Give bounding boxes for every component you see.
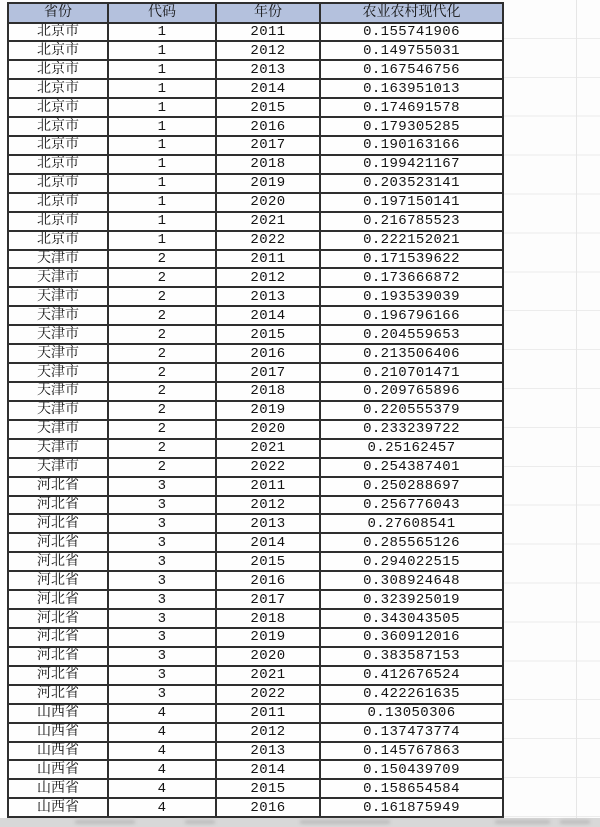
year-cell[interactable]: 2015	[216, 98, 320, 117]
year-cell[interactable]: 2020	[216, 420, 320, 439]
table-row	[8, 401, 503, 420]
table-row	[8, 590, 503, 609]
table-row	[8, 742, 503, 761]
value-cell[interactable]: 0.193539039	[320, 287, 503, 306]
table-row	[8, 666, 503, 685]
year-cell[interactable]: 2014	[216, 533, 320, 552]
value-cell[interactable]: 0.137473774	[320, 723, 503, 742]
year-cell[interactable]: 2017	[216, 590, 320, 609]
code-cell[interactable]: 3	[108, 666, 216, 685]
table-row	[8, 155, 503, 174]
table-row	[8, 23, 503, 42]
table-row	[8, 571, 503, 590]
year-cell[interactable]: 2019	[216, 401, 320, 420]
table-row	[8, 439, 503, 458]
table-row	[8, 552, 503, 571]
bottom-blur-strip	[0, 818, 600, 827]
value-cell[interactable]: 0.213506406	[320, 344, 503, 363]
year-cell[interactable]: 2012	[216, 496, 320, 515]
value-cell[interactable]: 0.161875949	[320, 798, 503, 817]
table-row	[8, 79, 503, 98]
province-cell[interactable]: 北京市	[8, 98, 108, 117]
table-row	[8, 798, 503, 817]
province-cell[interactable]: 天津市	[8, 439, 108, 458]
value-cell[interactable]: 0.163951013	[320, 79, 503, 98]
code-cell[interactable]: 1	[108, 117, 216, 136]
province-cell[interactable]: 河北省	[8, 571, 108, 590]
value-cell[interactable]: 0.233239722	[320, 420, 503, 439]
value-cell[interactable]: 0.360912016	[320, 628, 503, 647]
year-cell[interactable]: 2013	[216, 287, 320, 306]
year-cell[interactable]: 2021	[216, 439, 320, 458]
table-row	[8, 609, 503, 628]
header-year[interactable]: 年份	[216, 3, 320, 23]
code-cell[interactable]: 2	[108, 439, 216, 458]
table-row	[8, 268, 503, 287]
code-cell[interactable]: 1	[108, 98, 216, 117]
table-row	[8, 760, 503, 779]
province-cell[interactable]: 河北省	[8, 496, 108, 515]
code-cell[interactable]: 1	[108, 174, 216, 193]
province-cell[interactable]: 山西省	[8, 723, 108, 742]
value-cell[interactable]: 0.203523141	[320, 174, 503, 193]
table-row	[8, 628, 503, 647]
table-row	[8, 41, 503, 60]
value-cell[interactable]: 0.308924648	[320, 571, 503, 590]
code-cell[interactable]: 2	[108, 382, 216, 401]
year-cell[interactable]: 2015	[216, 552, 320, 571]
province-cell[interactable]: 天津市	[8, 268, 108, 287]
province-cell[interactable]: 河北省	[8, 647, 108, 666]
table-row	[8, 117, 503, 136]
year-cell[interactable]: 2017	[216, 363, 320, 382]
province-cell[interactable]: 河北省	[8, 685, 108, 704]
year-cell[interactable]: 2016	[216, 117, 320, 136]
table-row	[8, 363, 503, 382]
value-cell[interactable]: 0.197150141	[320, 193, 503, 212]
year-cell[interactable]: 2011	[216, 704, 320, 723]
value-cell[interactable]: 0.422261635	[320, 685, 503, 704]
code-cell[interactable]: 1	[108, 155, 216, 174]
table-row	[8, 325, 503, 344]
code-cell[interactable]: 3	[108, 590, 216, 609]
code-cell[interactable]: 1	[108, 79, 216, 98]
value-cell[interactable]: 0.173666872	[320, 268, 503, 287]
code-cell[interactable]: 2	[108, 306, 216, 325]
code-cell[interactable]: 2	[108, 250, 216, 269]
code-cell[interactable]: 4	[108, 742, 216, 761]
value-cell[interactable]: 0.222152021	[320, 231, 503, 250]
code-cell[interactable]: 1	[108, 231, 216, 250]
code-cell[interactable]: 3	[108, 647, 216, 666]
table-row	[8, 723, 503, 742]
province-cell[interactable]: 天津市	[8, 363, 108, 382]
province-cell[interactable]: 北京市	[8, 212, 108, 231]
table-row	[8, 231, 503, 250]
year-cell[interactable]: 2017	[216, 136, 320, 155]
table-row	[8, 704, 503, 723]
code-cell[interactable]: 3	[108, 533, 216, 552]
year-cell[interactable]: 2018	[216, 382, 320, 401]
year-cell[interactable]: 2015	[216, 325, 320, 344]
year-cell[interactable]: 2021	[216, 666, 320, 685]
value-cell[interactable]: 0.25162457	[320, 439, 503, 458]
spreadsheet-gridlines	[502, 0, 600, 818]
code-cell[interactable]: 4	[108, 798, 216, 817]
table-row	[8, 458, 503, 477]
province-cell[interactable]: 天津市	[8, 250, 108, 269]
table-row	[8, 98, 503, 117]
code-cell[interactable]: 2	[108, 325, 216, 344]
province-cell[interactable]: 河北省	[8, 628, 108, 647]
value-cell[interactable]: 0.167546756	[320, 60, 503, 79]
code-cell[interactable]: 4	[108, 704, 216, 723]
code-cell[interactable]: 2	[108, 401, 216, 420]
year-cell[interactable]: 2015	[216, 779, 320, 798]
code-cell[interactable]: 3	[108, 477, 216, 496]
code-cell[interactable]: 1	[108, 23, 216, 42]
table-row	[8, 136, 503, 155]
code-cell[interactable]: 3	[108, 628, 216, 647]
province-cell[interactable]: 北京市	[8, 117, 108, 136]
value-cell[interactable]: 0.412676524	[320, 666, 503, 685]
province-cell[interactable]: 天津市	[8, 344, 108, 363]
province-cell[interactable]: 山西省	[8, 779, 108, 798]
year-cell[interactable]: 2012	[216, 723, 320, 742]
table-row	[8, 514, 503, 533]
code-cell[interactable]: 3	[108, 609, 216, 628]
year-cell[interactable]: 2014	[216, 306, 320, 325]
value-cell[interactable]: 0.174691578	[320, 98, 503, 117]
value-cell[interactable]: 0.179305285	[320, 117, 503, 136]
spreadsheet-grid-vline	[576, 0, 577, 818]
value-cell[interactable]: 0.13050306	[320, 704, 503, 723]
year-cell[interactable]: 2022	[216, 458, 320, 477]
code-cell[interactable]: 2	[108, 363, 216, 382]
table-row	[8, 685, 503, 704]
province-cell[interactable]: 北京市	[8, 136, 108, 155]
table-row	[8, 533, 503, 552]
code-cell[interactable]: 1	[108, 212, 216, 231]
value-cell[interactable]: 0.171539622	[320, 250, 503, 269]
year-cell[interactable]: 2022	[216, 685, 320, 704]
code-cell[interactable]: 2	[108, 458, 216, 477]
province-cell[interactable]: 河北省	[8, 477, 108, 496]
province-cell[interactable]: 北京市	[8, 41, 108, 60]
table-row	[8, 779, 503, 798]
value-cell[interactable]: 0.250288697	[320, 477, 503, 496]
province-cell[interactable]: 天津市	[8, 458, 108, 477]
header-agri-modernization[interactable]: 农业农村现代化	[320, 3, 503, 23]
value-cell[interactable]: 0.155741906	[320, 23, 503, 42]
value-cell[interactable]: 0.204559653	[320, 325, 503, 344]
header-province[interactable]: 省份	[8, 3, 108, 23]
province-cell[interactable]: 北京市	[8, 231, 108, 250]
province-cell[interactable]: 北京市	[8, 193, 108, 212]
table-row	[8, 174, 503, 193]
table-row	[8, 193, 503, 212]
year-cell[interactable]: 2011	[216, 477, 320, 496]
province-cell[interactable]: 山西省	[8, 798, 108, 817]
code-cell[interactable]: 1	[108, 41, 216, 60]
value-cell[interactable]: 0.294022515	[320, 552, 503, 571]
table-row	[8, 250, 503, 269]
blur-smudge	[495, 820, 550, 824]
header-row	[8, 3, 503, 23]
year-cell[interactable]: 2016	[216, 344, 320, 363]
year-cell[interactable]: 2013	[216, 514, 320, 533]
value-cell[interactable]: 0.285565126	[320, 533, 503, 552]
value-cell[interactable]: 0.150439709	[320, 760, 503, 779]
province-cell[interactable]: 天津市	[8, 382, 108, 401]
value-cell[interactable]: 0.145767863	[320, 742, 503, 761]
province-cell[interactable]: 河北省	[8, 533, 108, 552]
year-cell[interactable]: 2013	[216, 60, 320, 79]
year-cell[interactable]: 2016	[216, 571, 320, 590]
province-cell[interactable]: 天津市	[8, 306, 108, 325]
year-cell[interactable]: 2014	[216, 79, 320, 98]
province-cell[interactable]: 北京市	[8, 60, 108, 79]
code-cell[interactable]: 1	[108, 60, 216, 79]
province-cell[interactable]: 天津市	[8, 287, 108, 306]
value-cell[interactable]: 0.190163166	[320, 136, 503, 155]
data-table	[7, 2, 504, 818]
year-cell[interactable]: 2020	[216, 193, 320, 212]
value-cell[interactable]: 0.209765896	[320, 382, 503, 401]
code-cell[interactable]: 3	[108, 552, 216, 571]
code-cell[interactable]: 2	[108, 268, 216, 287]
table-row	[8, 647, 503, 666]
code-cell[interactable]: 4	[108, 760, 216, 779]
province-cell[interactable]: 山西省	[8, 742, 108, 761]
header-code[interactable]: 代码	[108, 3, 216, 23]
table-row	[8, 420, 503, 439]
year-cell[interactable]: 2020	[216, 647, 320, 666]
code-cell[interactable]: 3	[108, 514, 216, 533]
blur-smudge	[560, 820, 590, 824]
year-cell[interactable]: 2014	[216, 760, 320, 779]
value-cell[interactable]: 0.158654584	[320, 779, 503, 798]
value-cell[interactable]: 0.323925019	[320, 590, 503, 609]
value-cell[interactable]: 0.383587153	[320, 647, 503, 666]
year-cell[interactable]: 2019	[216, 628, 320, 647]
province-cell[interactable]: 天津市	[8, 401, 108, 420]
province-cell[interactable]: 河北省	[8, 552, 108, 571]
year-cell[interactable]: 2019	[216, 174, 320, 193]
blur-smudge	[300, 820, 390, 824]
province-cell[interactable]: 北京市	[8, 155, 108, 174]
year-cell[interactable]: 2012	[216, 268, 320, 287]
code-cell[interactable]: 2	[108, 287, 216, 306]
value-cell[interactable]: 0.199421167	[320, 155, 503, 174]
code-cell[interactable]: 1	[108, 136, 216, 155]
year-cell[interactable]: 2018	[216, 609, 320, 628]
value-cell[interactable]: 0.210701471	[320, 363, 503, 382]
table-row	[8, 306, 503, 325]
table-row	[8, 496, 503, 515]
year-cell[interactable]: 2022	[216, 231, 320, 250]
value-cell[interactable]: 0.27608541	[320, 514, 503, 533]
blur-smudge	[185, 820, 215, 824]
value-cell[interactable]: 0.149755031	[320, 41, 503, 60]
code-cell[interactable]: 4	[108, 723, 216, 742]
table-body	[8, 23, 503, 818]
year-cell[interactable]: 2011	[216, 23, 320, 42]
province-cell[interactable]: 河北省	[8, 666, 108, 685]
province-cell[interactable]: 北京市	[8, 23, 108, 42]
value-cell[interactable]: 0.220555379	[320, 401, 503, 420]
table-row	[8, 212, 503, 231]
code-cell[interactable]: 2	[108, 344, 216, 363]
province-cell[interactable]: 山西省	[8, 704, 108, 723]
province-cell[interactable]: 北京市	[8, 174, 108, 193]
value-cell[interactable]: 0.196796166	[320, 306, 503, 325]
year-cell[interactable]: 2016	[216, 798, 320, 817]
blur-smudge	[75, 820, 135, 824]
province-cell[interactable]: 山西省	[8, 760, 108, 779]
value-cell[interactable]: 0.343043505	[320, 609, 503, 628]
year-cell[interactable]: 2012	[216, 41, 320, 60]
year-cell[interactable]: 2013	[216, 742, 320, 761]
code-cell[interactable]: 3	[108, 685, 216, 704]
province-cell[interactable]: 天津市	[8, 325, 108, 344]
province-cell[interactable]: 河北省	[8, 590, 108, 609]
province-cell[interactable]: 天津市	[8, 420, 108, 439]
code-cell[interactable]: 2	[108, 420, 216, 439]
value-cell[interactable]: 0.216785523	[320, 212, 503, 231]
province-cell[interactable]: 河北省	[8, 609, 108, 628]
year-cell[interactable]: 2021	[216, 212, 320, 231]
year-cell[interactable]: 2011	[216, 250, 320, 269]
code-cell[interactable]: 1	[108, 193, 216, 212]
table-row	[8, 382, 503, 401]
province-cell[interactable]: 北京市	[8, 79, 108, 98]
value-cell[interactable]: 0.256776043	[320, 496, 503, 515]
table-row	[8, 477, 503, 496]
table-row	[8, 344, 503, 363]
code-cell[interactable]: 3	[108, 571, 216, 590]
value-cell[interactable]: 0.254387401	[320, 458, 503, 477]
province-cell[interactable]: 河北省	[8, 514, 108, 533]
table-row	[8, 60, 503, 79]
code-cell[interactable]: 4	[108, 779, 216, 798]
year-cell[interactable]: 2018	[216, 155, 320, 174]
table-row	[8, 287, 503, 306]
code-cell[interactable]: 3	[108, 496, 216, 515]
